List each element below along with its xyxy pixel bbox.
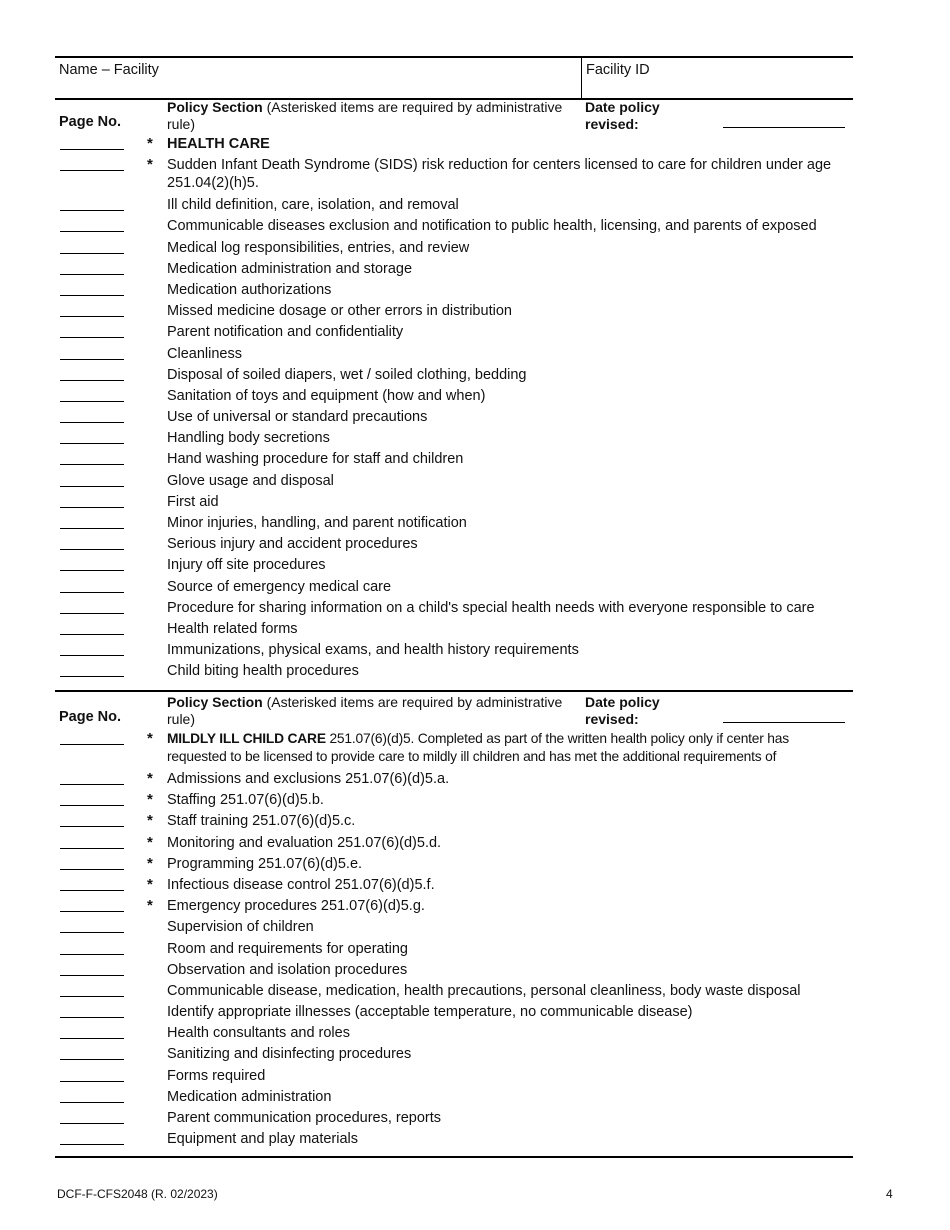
policy-item-text: Room and requirements for operating — [167, 940, 408, 957]
checklist-row — [55, 770, 853, 791]
policy-item-text: Serious injury and accident procedures — [167, 536, 418, 553]
policy-item-text: Forms required — [167, 1067, 266, 1084]
page-no-field[interactable] — [60, 1059, 124, 1060]
bottom-rule — [55, 1156, 853, 1158]
checklist-row — [55, 876, 853, 897]
checklist-row — [55, 514, 853, 535]
policy-item-text: Injury off site procedures — [167, 557, 326, 574]
checklist-row — [55, 578, 853, 599]
policy-item-text: Equipment and play materials — [167, 1131, 359, 1148]
checklist-row — [55, 1024, 853, 1045]
page-no-field[interactable] — [60, 337, 124, 338]
page-no-field[interactable] — [60, 1144, 124, 1145]
policy-item-text: Staffing 251.07(6)(d)5.b. — [167, 792, 324, 809]
page-no-field[interactable] — [60, 1123, 124, 1124]
page-no-field[interactable] — [60, 210, 124, 211]
policy-section-label: Policy Section (Asterisked items are required by administrative rule) — [167, 694, 563, 727]
page-no-field[interactable] — [60, 1017, 124, 1018]
policy-item-text: Disposal of soiled diapers, wet / soiled clothing, bedding — [167, 366, 527, 383]
page-no-field[interactable] — [60, 826, 124, 827]
page-no-field[interactable] — [60, 401, 124, 402]
date-policy-revised-label: Date policy revised: — [585, 99, 660, 132]
policy-item-text: Child biting health procedures — [167, 663, 359, 680]
checklist-row — [55, 599, 853, 620]
checklist-row — [55, 620, 853, 641]
checklist-row — [55, 1088, 853, 1109]
policy-item-text: Programming 251.07(6)(d)5.e. — [167, 855, 363, 872]
checklist-row — [55, 940, 853, 961]
policy-item-text: Identify appropriate illnesses (acceptable temperature, no communicable disease) — [167, 1004, 693, 1021]
page-no-field[interactable] — [60, 570, 124, 571]
page-no-field[interactable] — [60, 1038, 124, 1039]
policy-item-text: Medication administration — [167, 1088, 332, 1105]
checklist-row — [55, 1109, 853, 1130]
section-title: MILDLY ILL CHILD CARE 251.07(6)(d)5. Completed as part of the written health policy only if center has requested to be licensed to provide care to mildly ill children and has met the additional requirements of — [167, 731, 789, 764]
checklist-row — [55, 260, 853, 281]
policy-item-text: Missed medicine dosage or other errors in distribution — [167, 303, 512, 320]
policy-item-text: Parent notification and confidentiality — [167, 324, 404, 341]
checklist-row — [55, 345, 853, 366]
page-no-field[interactable] — [60, 890, 124, 891]
page-no-field[interactable] — [60, 975, 124, 976]
checklist-row — [55, 239, 853, 260]
page-no-field[interactable] — [60, 253, 124, 254]
page-no-field[interactable] — [60, 170, 124, 171]
section-header — [55, 692, 853, 730]
required-asterisk: * — [147, 833, 153, 851]
page-no-field[interactable] — [60, 805, 124, 806]
section-title-row — [55, 135, 853, 156]
health-care-section — [55, 97, 853, 684]
checklist-row — [55, 834, 853, 855]
page-no-field[interactable] — [60, 486, 124, 487]
checklist-row — [55, 281, 853, 302]
checklist-row — [55, 156, 853, 196]
required-asterisk: * — [147, 791, 153, 809]
page-no-field[interactable] — [60, 996, 124, 997]
policy-item-text: First aid — [167, 493, 219, 510]
policy-item-text: Health consultants and roles — [167, 1025, 350, 1042]
checklist-row — [55, 918, 853, 939]
page-no-field[interactable] — [60, 613, 124, 614]
policy-item-text: Admissions and exclusions 251.07(6)(d)5.a. — [167, 771, 450, 787]
policy-item-text: Medical log responsibilities, entries, and review — [167, 239, 470, 256]
policy-item-text: Immunizations, physical exams, and health history requirements — [167, 642, 579, 659]
page-no-field[interactable] — [60, 1081, 124, 1082]
required-asterisk: * — [147, 854, 153, 872]
page-no-field[interactable] — [60, 549, 124, 550]
checklist-row — [55, 1067, 853, 1088]
checklist-row — [55, 1045, 853, 1066]
page-no-field[interactable] — [60, 676, 124, 677]
checklist-row — [55, 982, 853, 1003]
policy-item-text: Hand washing procedure for staff and children — [167, 451, 464, 468]
policy-item-text: Ill child definition, care, isolation, and removal — [167, 197, 459, 214]
policy-item-text: Communicable diseases exclusion and notification to public health, licensing, and parents of exposed — [167, 218, 817, 235]
page-no-field[interactable] — [60, 1102, 124, 1103]
policy-item-text: Handling body secretions — [167, 430, 330, 447]
page-no-field[interactable] — [60, 464, 124, 465]
policy-item-text: Staff training 251.07(6)(d)5.c. — [167, 813, 356, 830]
policy-item-text: Supervision of children — [167, 919, 314, 936]
page-no-field[interactable] — [60, 316, 124, 317]
page-no-field[interactable] — [60, 911, 124, 912]
page-no-field[interactable] — [60, 954, 124, 955]
required-asterisk: * — [147, 730, 153, 747]
mildly-ill-section — [55, 692, 853, 1151]
page-no-field[interactable] — [60, 359, 124, 360]
header-divider — [581, 58, 582, 98]
checklist-row — [55, 217, 853, 238]
checklist-row — [55, 493, 853, 514]
policy-item-text: Parent communication procedures, reports — [167, 1110, 442, 1126]
policy-item-text: Sanitation of toys and equipment (how and when) — [167, 387, 486, 404]
page-no-field[interactable] — [60, 231, 124, 232]
checklist-row — [55, 641, 853, 662]
policy-item-text: Communicable disease, medication, health precautions, personal cleanliness, body waste disposal — [167, 982, 801, 999]
name-facility-label: Name – Facility — [59, 62, 159, 78]
checklist-row — [55, 196, 853, 217]
page-no-field[interactable] — [60, 655, 124, 656]
page-no-label: Page No. — [59, 114, 122, 130]
date-revised-field[interactable] — [723, 127, 845, 128]
page-no-field[interactable] — [60, 507, 124, 508]
page-no-field[interactable] — [60, 784, 124, 785]
page-no-field[interactable] — [60, 932, 124, 933]
policy-item-text: Infectious disease control 251.07(6)(d)5.f. — [167, 876, 435, 893]
date-revised-field[interactable] — [723, 722, 845, 723]
required-asterisk: * — [147, 770, 153, 787]
checklist-row — [55, 429, 853, 450]
policy-item-text: Sudden Infant Death Syndrome (SIDS) risk reduction for centers licensed to care for children under age 251.04(2)(h)5. — [167, 157, 832, 192]
page-no-field[interactable] — [60, 274, 124, 275]
checklist-row — [55, 450, 853, 471]
page-no-field[interactable] — [60, 443, 124, 444]
page-number: 4 — [886, 1187, 893, 1201]
required-asterisk: * — [147, 875, 153, 893]
page-no-field[interactable] — [60, 422, 124, 423]
required-asterisk: * — [147, 812, 153, 830]
policy-item-text: Minor injuries, handling, and parent notification — [167, 515, 467, 531]
page-no-field[interactable] — [60, 848, 124, 849]
policy-item-text: Procedure for sharing information on a child's special health needs with everyone responsible to care — [167, 599, 815, 616]
checklist-row — [55, 812, 853, 833]
form-id: DCF-F-CFS2048 (R. 02/2023) — [57, 1187, 218, 1201]
checklist-row — [55, 387, 853, 408]
section-header — [55, 97, 853, 135]
checklist-row — [55, 897, 853, 918]
checklist-row — [55, 535, 853, 556]
required-asterisk: * — [147, 897, 153, 915]
page-no-field[interactable] — [60, 592, 124, 593]
checklist-row — [55, 1003, 853, 1024]
page-no-field[interactable] — [60, 380, 124, 381]
policy-item-text: Observation and isolation procedures — [167, 961, 408, 978]
checklist-row — [55, 366, 853, 387]
policy-item-text: Emergency procedures 251.07(6)(d)5.g. — [167, 898, 425, 915]
policy-item-text: Source of emergency medical care — [167, 578, 392, 595]
required-asterisk: * — [147, 135, 153, 152]
checklist-row — [55, 855, 853, 876]
checklist-row — [55, 961, 853, 982]
checklist-row — [55, 1130, 853, 1151]
checklist-row — [55, 408, 853, 429]
facility-header — [55, 56, 853, 100]
section-title: HEALTH CARE — [167, 136, 270, 152]
page-no-field[interactable] — [60, 295, 124, 296]
checklist-row — [55, 323, 853, 344]
policy-item-text: Glove usage and disposal — [167, 472, 334, 489]
checklist-row — [55, 472, 853, 493]
date-policy-revised-label: Date policy revised: — [585, 694, 660, 727]
page-no-field[interactable] — [60, 744, 124, 745]
checklist-row — [55, 791, 853, 812]
policy-item-text: Medication administration and storage — [167, 260, 413, 277]
page-no-field[interactable] — [60, 528, 124, 529]
policy-item-text: Medication authorizations — [167, 281, 332, 298]
checklist-row — [55, 662, 853, 683]
policy-item-text: Sanitizing and disinfecting procedures — [167, 1046, 412, 1063]
page-no-field[interactable] — [60, 149, 124, 150]
section-title-row — [55, 730, 853, 770]
page-no-field[interactable] — [60, 634, 124, 635]
policy-item-text: Health related forms — [167, 620, 298, 637]
checklist-row — [55, 302, 853, 323]
policy-section-label: Policy Section (Asterisked items are required by administrative rule) — [167, 99, 563, 132]
policy-item-text: Cleanliness — [167, 345, 242, 362]
required-asterisk: * — [147, 156, 153, 174]
policy-item-text: Use of universal or standard precautions — [167, 409, 428, 426]
page-no-label: Page No. — [59, 709, 122, 725]
policy-item-text: Monitoring and evaluation 251.07(6)(d)5.d. — [167, 834, 442, 851]
page-no-field[interactable] — [60, 869, 124, 870]
checklist-row — [55, 556, 853, 577]
facility-id-label: Facility ID — [586, 62, 650, 78]
